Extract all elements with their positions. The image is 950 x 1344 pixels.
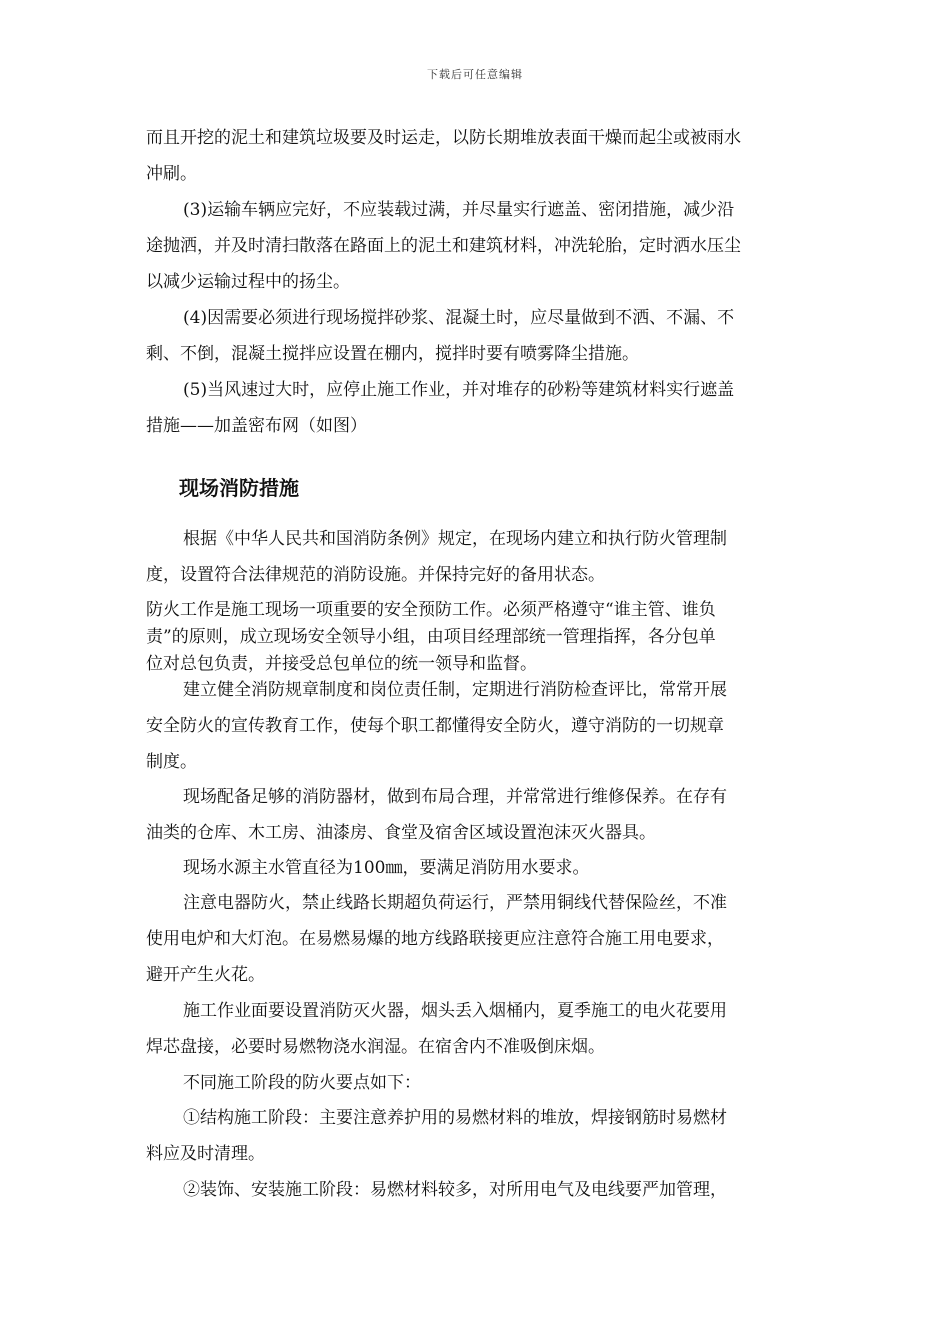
text-line: 油类的仓库、木工房、油漆房、食堂及宿舍区域设置泡沫灭火器具。 [146, 823, 656, 843]
text-line: 注意电器防火，禁止线路长期超负荷运行，严禁用铜线代替保险丝，不准 [183, 893, 727, 913]
text-line: 焊芯盘接，必要时易燃物浇水润湿。在宿舍内不准吸倒床烟。 [146, 1037, 605, 1057]
text-line: 度，设置符合法律规范的消防设施。并保持完好的备用状态。 [146, 565, 605, 585]
text-line: (5)当风速过大时，应停止施工作业，并对堆存的砂粉等建筑材料实行遮盖 [183, 380, 735, 400]
text-line: 途抛洒，并及时清扫散落在路面上的泥土和建筑材料，冲洗轮胎，定时洒水压尘 [146, 236, 741, 256]
text-line: ②装饰、安装施工阶段：易燃材料较多，对所用电气及电线要严加管理， [183, 1180, 727, 1200]
text-line: 建立健全消防规章制度和岗位责任制，定期进行消防检查评比，常常开展 [183, 680, 727, 700]
page-header: 下载后可任意编辑 [427, 68, 523, 81]
text-line: 以减少运输过程中的扬尘。 [146, 272, 350, 292]
text-line: 现场水源主水管直径为100㎜，要满足消防用水要求。 [183, 858, 590, 878]
text-line: 避开产生火花。 [146, 965, 265, 985]
text-line: 剩、不倒，混凝土搅拌应设置在棚内，搅拌时要有喷雾降尘措施。 [146, 344, 639, 364]
section-heading: 现场消防措施 [179, 476, 299, 500]
text-line: ①结构施工阶段：主要注意养护用的易燃材料的堆放，焊接钢筋时易燃材 [183, 1108, 727, 1128]
text-line: 安全防火的宣传教育工作，使每个职工都懂得安全防火，遵守消防的一切规章 [146, 716, 724, 736]
text-line: 位对总包负责，并接受总包单位的统一领导和监督。 [146, 654, 537, 674]
text-line: 料应及时清理。 [146, 1144, 265, 1164]
text-line: 施工作业面要设置消防灭火器，烟头丢入烟桶内，夏季施工的电火花要用 [183, 1001, 727, 1021]
text-line: 制度。 [146, 752, 197, 772]
text-line: 根据《中华人民共和国消防条例》规定，在现场内建立和执行防火管理制 [183, 529, 727, 549]
text-line: 责”的原则，成立现场安全领导小组，由项目经理部统一管理指挥，各分包单 [146, 627, 716, 647]
text-line: (3)运输车辆应完好，不应装载过满，并尽量实行遮盖、密闭措施，减少沿 [183, 200, 735, 220]
text-line: 不同施工阶段的防火要点如下： [183, 1073, 421, 1093]
text-line: 使用电炉和大灯泡。在易燃易爆的地方线路联接更应注意符合施工用电要求， [146, 929, 724, 949]
text-line: 而且开挖的泥土和建筑垃圾要及时运走，以防长期堆放表面干燥而起尘或被雨水 [146, 128, 741, 148]
text-line: (4)因需要必须进行现场搅拌砂浆、混凝土时，应尽量做到不洒、不漏、不 [183, 308, 735, 328]
text-line: 冲刷。 [146, 164, 197, 184]
text-line: 现场配备足够的消防器材，做到布局合理，并常常进行维修保养。在存有 [183, 787, 727, 807]
text-line: 防火工作是施工现场一项重要的安全预防工作。必须严格遵守“谁主管、谁负 [146, 600, 716, 620]
text-line: 措施——加盖密布网（如图） [146, 416, 367, 436]
